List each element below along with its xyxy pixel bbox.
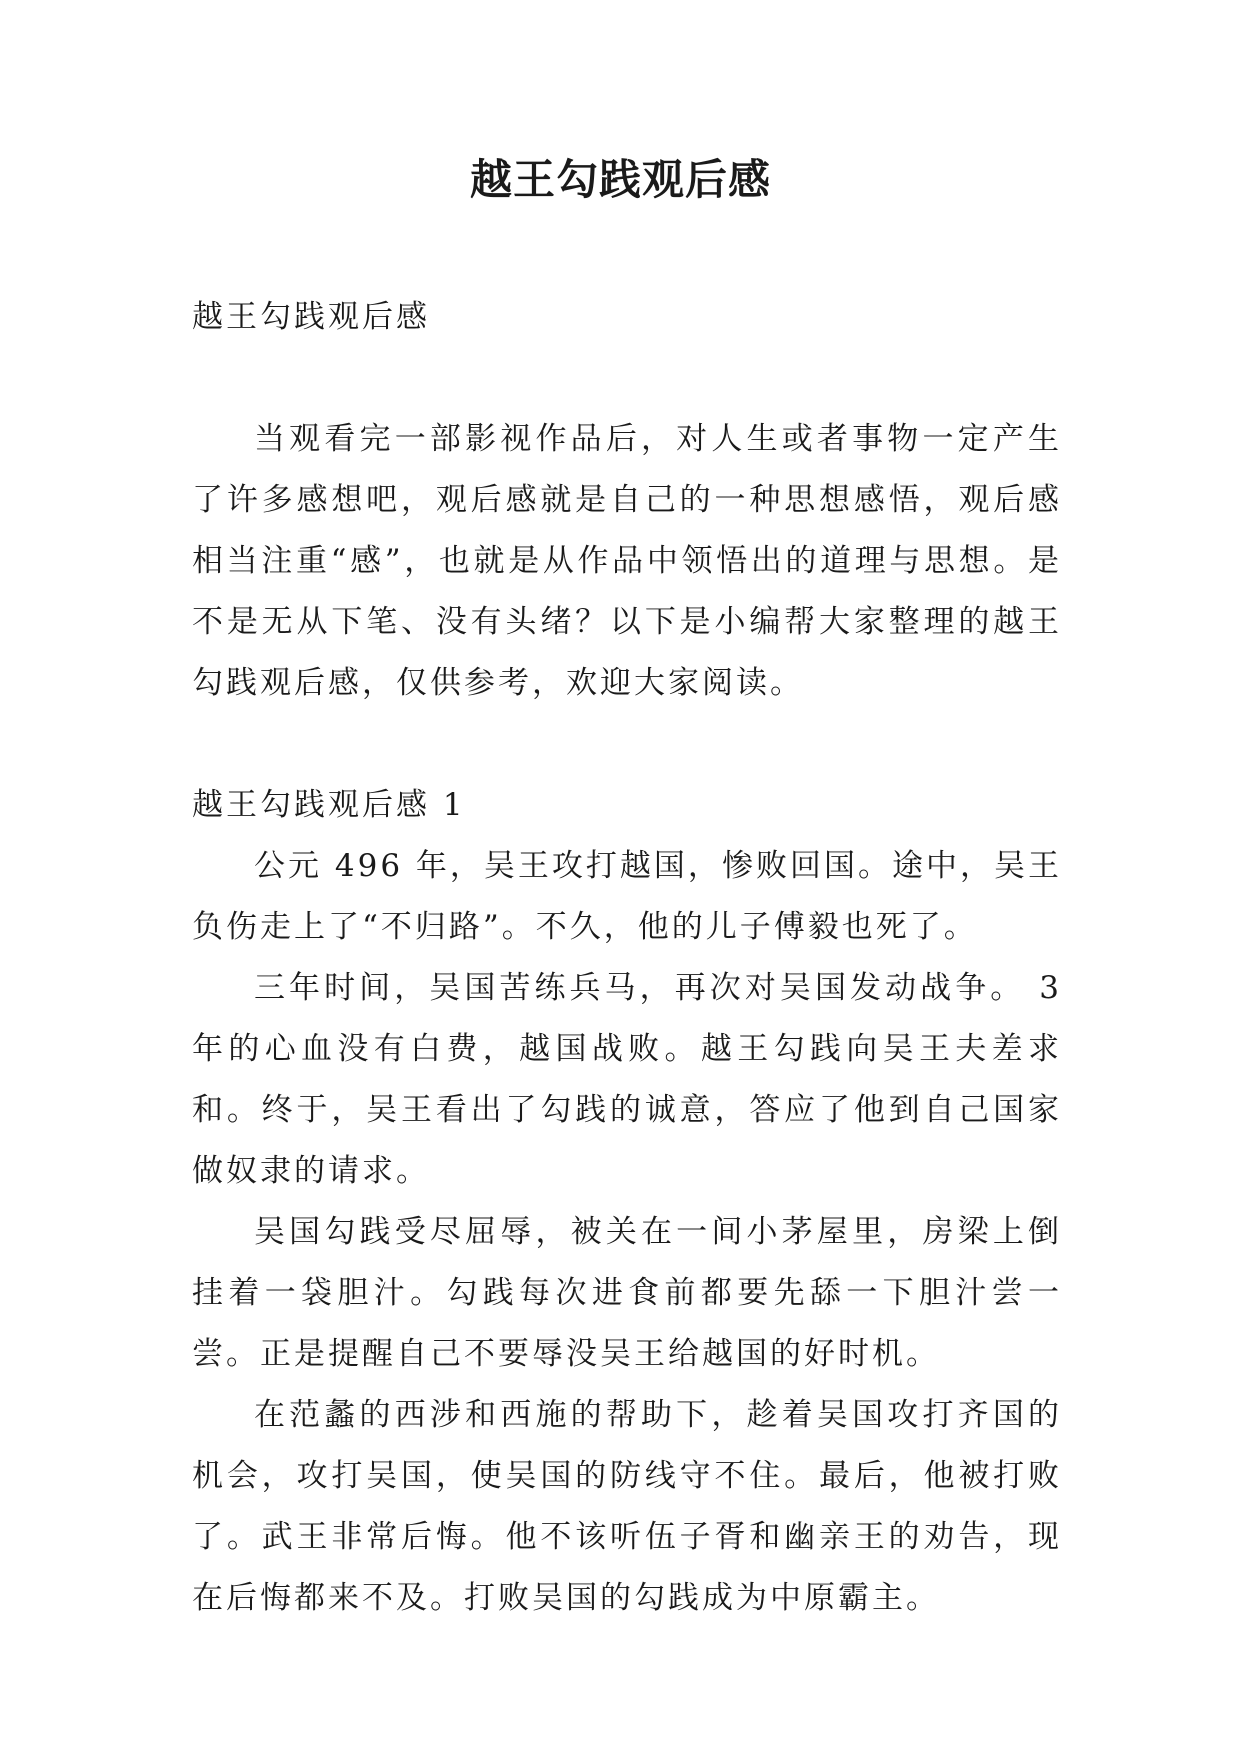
spacer [192, 348, 1062, 409]
section-heading: 越王勾践观后感 1 [192, 787, 466, 823]
body-paragraph: 在范蠡的西涉和西施的帮助下，趁着吴国攻打齐国的机会，攻打吴国，使吴国的防线守不住。最后，他被打败了。武王非常后悔。他不该听伍子胥和幽亲王的劝告，现在后悔都来不及。打败吴国的勾践成为中原霸主。 [192, 1397, 1062, 1616]
subtitle: 越王勾践观后感 [192, 299, 430, 335]
document-body [192, 287, 1062, 1629]
intro-paragraph: 当观看完一部影视作品后，对人生或者事物一定产生了许多感想吧，观后感就是自己的一种思想感悟，观后感相当注重“感”，也就是从作品中领悟出的道理与思想。是不是无从下笔、没有头绪？以下是小编帮大家整理的越王勾践观后感，仅供参考，欢迎大家阅读。 [192, 421, 1062, 701]
body-paragraph: 公元 496 年，吴王攻打越国，惨败回国。途中，吴王负伤走上了“不归路”。不久，他的儿子傅毅也死了。 [192, 848, 1062, 945]
document-title: 越王勾践观后感 [469, 155, 771, 204]
body-paragraph: 吴国勾践受尽屈辱，被关在一间小茅屋里，房梁上倒挂着一袋胆汁。勾践每次进食前都要先舔一下胆汁尝一尝。正是提醒自己不要辱没吴王给越国的好时机。 [192, 1214, 1062, 1372]
body-paragraph: 三年时间，吴国苦练兵马，再次对吴国发动战争。 3 年的心血没有白费，越国战败。越王勾践向吴王夫差求和。终于，吴王看出了勾践的诚意，答应了他到自己国家做奴隶的请求。 [192, 970, 1062, 1189]
spacer [192, 714, 1062, 775]
